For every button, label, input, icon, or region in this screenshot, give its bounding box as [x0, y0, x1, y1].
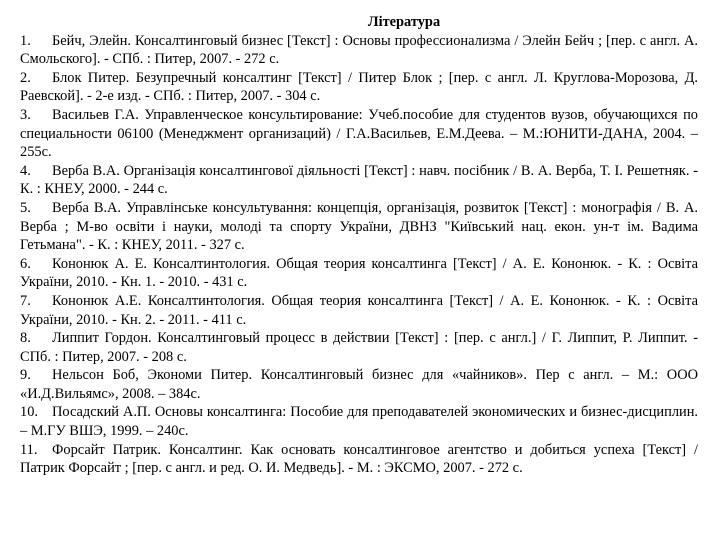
reference-number: 10.: [20, 404, 38, 421]
reference-number: 4.: [20, 162, 31, 179]
reference-text: Бейч, Элейн. Консалтинговый бизнес [Текст] : Основы профессионализма / Элейн Бейч ; [пер. с англ. А. Смольского]. - СПб. : Питер, 2007. - 272 с.: [20, 32, 698, 68]
reference-item: [20, 199, 698, 255]
page-title: Література: [367, 14, 441, 30]
reference-text: Блок Питер. Безупречный консалтинг [Текст] / Питер Блок ; [пер. с англ. Л. Круглова-Морозова, Д. Раевской]. - 2-е изд. - СПб. : Питер, 2007. - 304 с.: [20, 69, 698, 105]
reference-item: [20, 255, 698, 292]
reference-number: 5.: [20, 199, 31, 216]
reference-text: Кононюк А.Е. Консалтинтология. Общая теория консалтинга [Текст] / А. Е. Кононюк. - К. : Освіта України, 2010. - Кн. 2. - 2011. - 411 с.: [20, 292, 698, 328]
reference-item: [20, 403, 698, 440]
reference-number: 9.: [20, 367, 31, 384]
reference-text: Кононюк А. Е. Консалтинтология. Общая теория консалтинга [Текст] / А. Е. Кононюк. - К. : Освіта України, 2010. - Кн. 1. - 2010. - 431 с.: [20, 255, 698, 291]
reference-item: [20, 32, 698, 69]
reference-text: Нельсон Боб, Экономи Питер. Консалтинговый бизнес для «чайников». Пер с англ. – М.: ООО «И.Д.Вильямс», 2008. – 384с.: [20, 367, 698, 402]
reference-number: 11.: [20, 441, 38, 458]
reference-number: 8.: [20, 330, 31, 347]
reference-number: 1.: [20, 32, 31, 49]
reference-number: 2.: [20, 69, 31, 86]
reference-text: Форсайт Патрик. Консалтинг. Как основать консалтинговое агентство и добиться успеха [Текст] / Патрик Форсайт ; [пер. с англ. и ред. О. И. Медведь]. - М. : ЭКСМО, 2007. - 272 с.: [20, 441, 698, 477]
reference-item: [20, 441, 698, 478]
reference-item: [20, 106, 698, 162]
reference-text: Липпит Гордон. Консалтинговый процесс в действии [Текст] : [пер. с англ.] / Г. Липпит, Р. Липпит. - СПб. : Питер, 2007. - 208 с.: [20, 330, 698, 365]
reference-text: Верба В.А. Організація консалтингової діяльності [Текст] : навч. посібник / В. А. Верба, Т. І. Решетняк. - К. : КНЕУ, 2000. - 244 с.: [20, 162, 698, 198]
reference-number: 7.: [20, 292, 31, 309]
reference-item: [20, 292, 698, 329]
reference-text: Верба В.А. Управлінське консультування: концепція, організація, розвиток [Текст] : монографія / В. А. Верба ; М-во освіти і науки, молоді та спорту України, ДВНЗ "Київський нац. екон. ун-т ім. Вадима Гетьмана". - К. : КНЕУ, 2011. - 327 с.: [20, 199, 698, 254]
reference-text: Посадский А.П. Основы консалтинга: Пособие для преподавателей экономических и бизнес-дисциплин. – М.ГУ ВШЭ, 1999. – 240с.: [20, 404, 698, 440]
reference-item: [20, 162, 698, 199]
reference-number: 6.: [20, 255, 31, 272]
reference-text: Васильев Г.А. Управленческое консультирование: Учеб.пособие для студентов вузов, обучающихся по специальности 06100 (Менеджмент организаций) / Г.А.Васильев, Е.М.Деева. – М.:ЮНИТИ-ДАНА, 2004. – 255с.: [20, 106, 698, 161]
reference-number: 3.: [20, 106, 31, 123]
bibliography-page: [20, 13, 698, 478]
reference-item: [20, 329, 698, 366]
reference-item: [20, 366, 698, 403]
reference-item: [20, 69, 698, 106]
